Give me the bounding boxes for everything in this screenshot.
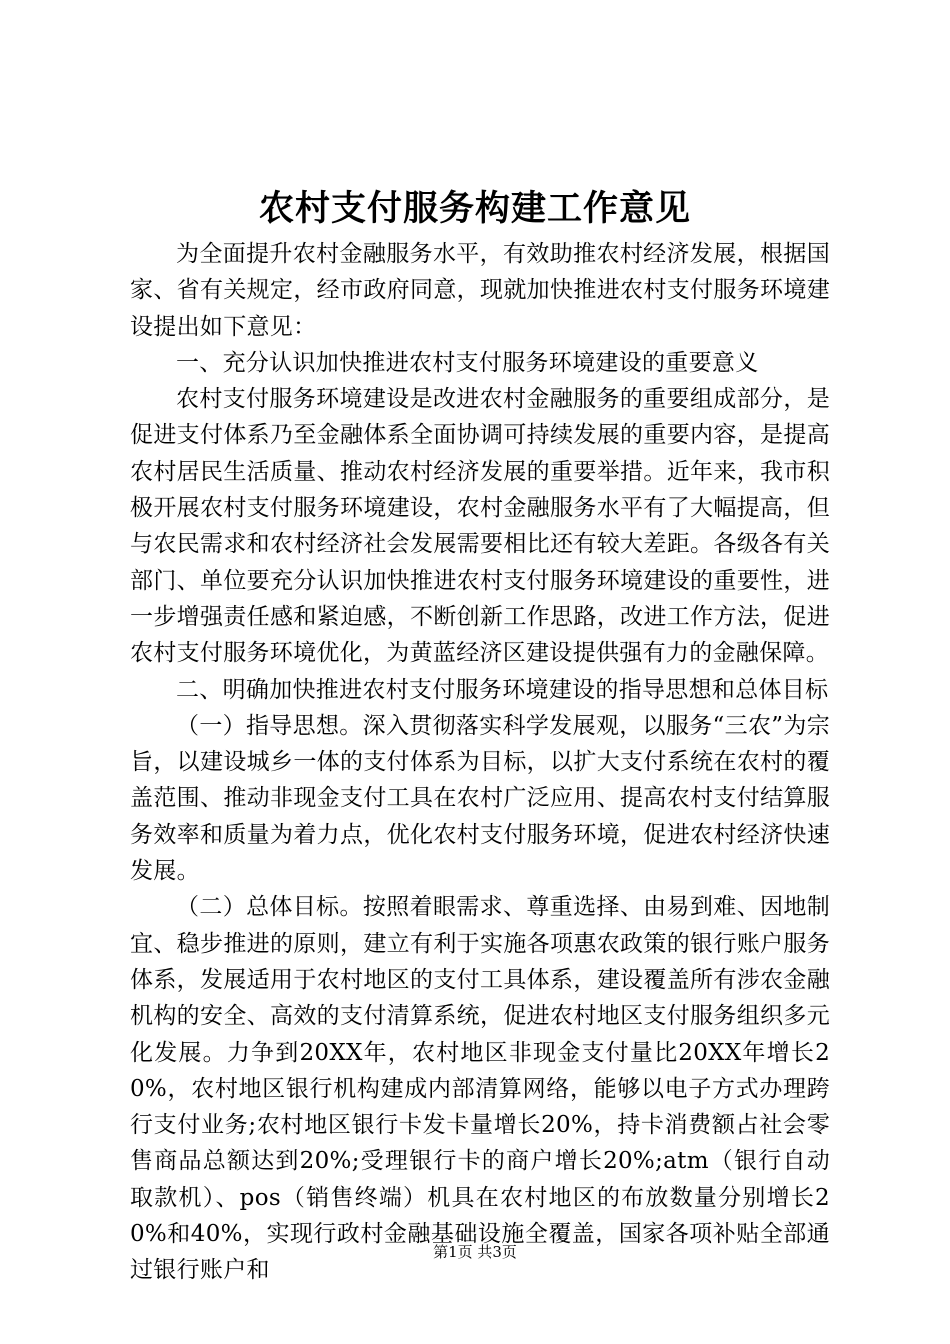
paragraph-overall-goals: （二）总体目标。按照着眼需求、尊重选择、由易到难、因地制宜、稳步推进的原则，建立有利于实施各项惠农政策的银行账户服务体系，发展适用于农村地区的支付工具体系，建设覆盖所有涉农金融机构的安全、高效的支付清算系统，促进农村地区支付服务组织多元化发展。力争到20XX年，农村地区非现金支付量比20XX年增长20%，农村地区银行机构建成内部清算网络，能够以电子方式办理跨行支付业务;农村地区银行卡发卡量增长20%，持卡消费额占社会零售商品总额达到20%;受理银行卡的商户增长20%;atm（银行自动取款机）、pos（销售终端）机具在农村地区的布放数量分别增长20%和40%，实现行政村金融基础设施全覆盖，国家各项补贴全部通过银行账户和 — [130, 894, 830, 1284]
paragraph-significance: 农村支付服务环境建设是改进农村金融服务的重要组成部分，是促进支付体系乃至金融体系全面协调可持续发展的重要内容，是提高农村居民生活质量、推动农村经济发展的重要举措。近年来，我市积极开展农村支付服务环境建设，农村金融服务水平有了大幅提高，但与农民需求和农村经济社会发展需要相比还有较大差距。各级各有关部门、单位要充分认识加快推进农村支付服务环境建设的重要性，进一步增强责任感和紧迫感，不断创新工作思路，改进工作方法，促进农村支付服务环境优化，为黄蓝经济区建设提供强有力的金融保障。 — [130, 386, 830, 667]
paragraph-intro: 为全面提升农村金融服务水平，有效助推农村经济发展，根据国家、省有关规定，经市政府同意，现就加快推进农村支付服务环境建设提出如下意见： — [130, 241, 830, 340]
section-heading-1: 一、充分认识加快推进农村支付服务环境建设的重要意义 — [176, 349, 759, 376]
document-body — [130, 236, 830, 1289]
document-title: 农村支付服务构建工作意见 — [258, 188, 691, 229]
section-heading-2: 二、明确加快推进农村支付服务环境建设的指导思想和总体目标 — [176, 676, 829, 703]
page-footer: 第1页 共3页 — [433, 1243, 517, 1261]
paragraph-guiding-ideology: （一）指导思想。深入贯彻落实科学发展观，以服务“三农”为宗旨，以建设城乡一体的支付体系为目标，以扩大支付系统在农村的覆盖范围、推动非现金支付工具在农村广泛应用、提高农村支付结算服务效率和质量为着力点，优化农村支付服务环境，促进农村经济快速发展。 — [130, 712, 830, 885]
